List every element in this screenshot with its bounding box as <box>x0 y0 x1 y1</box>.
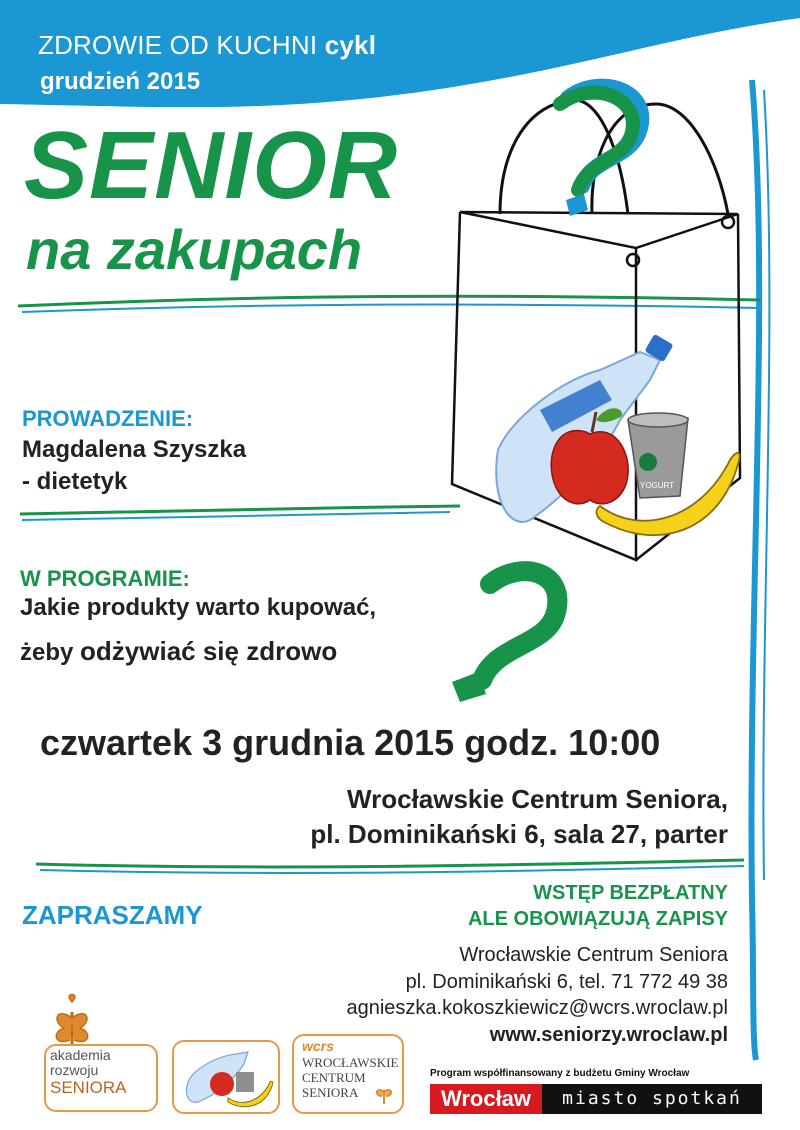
event-logo <box>172 1040 280 1114</box>
entry-free: WSTĘP BEZPŁATNY <box>533 882 728 904</box>
contact-website[interactable]: www.seniorzy.wroclaw.pl <box>489 1023 728 1046</box>
contact-email[interactable]: agnieszka.kokoszkiewicz@wcrs.wroclaw.pl <box>346 997 728 1020</box>
yogurt-label: YOGURT <box>640 481 675 490</box>
right-blue-stroke-thin <box>763 90 769 880</box>
funding-text: Program współfinansowany z budżetu Gminy Wrocław <box>430 1068 690 1079</box>
series-name: ZDROWIE OD KUCHNI <box>38 30 318 60</box>
wroclaw-logo: Wrocław <box>430 1084 542 1114</box>
wcrs-line1: WROCŁAWSKIE <box>302 1055 399 1070</box>
event-venue: Wrocławskie Centrum Seniora, <box>347 784 728 814</box>
contact-address-phone: pl. Dominikański 6, tel. 71 772 49 38 <box>405 970 728 993</box>
event-datetime: czwartek 3 grudnia 2015 godz. 10:00 <box>40 722 661 763</box>
akademia-line2: rozwoju <box>50 1062 99 1079</box>
series-title <box>38 30 376 61</box>
groceries-illustration <box>496 334 739 535</box>
entry-registration: ALE OBOWIĄZUJĄ ZAPISY <box>467 908 728 930</box>
akademia-logo <box>36 992 158 1112</box>
wcrs-line3: SENIORA <box>302 1084 359 1100</box>
host-role: - dietetyk <box>22 468 128 495</box>
program-line2 <box>20 634 337 669</box>
right-blue-stroke <box>752 80 760 1060</box>
address-swoosh-green <box>36 860 744 867</box>
program-line2-emphasis: odżywiać się zdrowo <box>80 636 338 666</box>
event-address <box>310 782 728 852</box>
title-swoosh-blue <box>22 305 760 312</box>
main-title: SENIOR <box>24 112 399 219</box>
groceries-thumbnail-icon <box>174 1042 278 1112</box>
main-subtitle: na zakupach <box>26 218 363 281</box>
contact-block <box>346 942 728 1048</box>
wroclaw-slogan: miasto spotkań <box>542 1084 762 1114</box>
wcrs-abbr: wcrs <box>302 1038 334 1054</box>
series-month: grudzień 2015 <box>40 68 201 95</box>
wcrs-line2: CENTRUM <box>302 1069 366 1085</box>
entry-info <box>468 880 728 932</box>
host-name: Magdalena Szyszka <box>22 436 247 463</box>
event-location: pl. Dominikański 6, sala 27, parter <box>310 819 728 850</box>
contact-org: Wrocławskie Centrum Seniora <box>459 944 728 966</box>
akademia-line3: SENIORA <box>50 1077 127 1097</box>
program-label: W PROGRAMIE: <box>20 566 190 591</box>
question-mark-large-icon <box>452 571 557 702</box>
series-suffix: cykl <box>324 30 377 60</box>
host-label: PROWADZENIE: <box>22 406 194 431</box>
wcrs-logo <box>292 1034 404 1114</box>
leaf-icon <box>372 1082 396 1106</box>
program-line1: Jakie produkty warto kupować, <box>20 594 377 621</box>
invite-heading: ZAPRASZAMY <box>22 900 203 930</box>
program-line2-prefix: żeby <box>20 639 74 666</box>
akademia-line1: akademia <box>50 1047 111 1063</box>
